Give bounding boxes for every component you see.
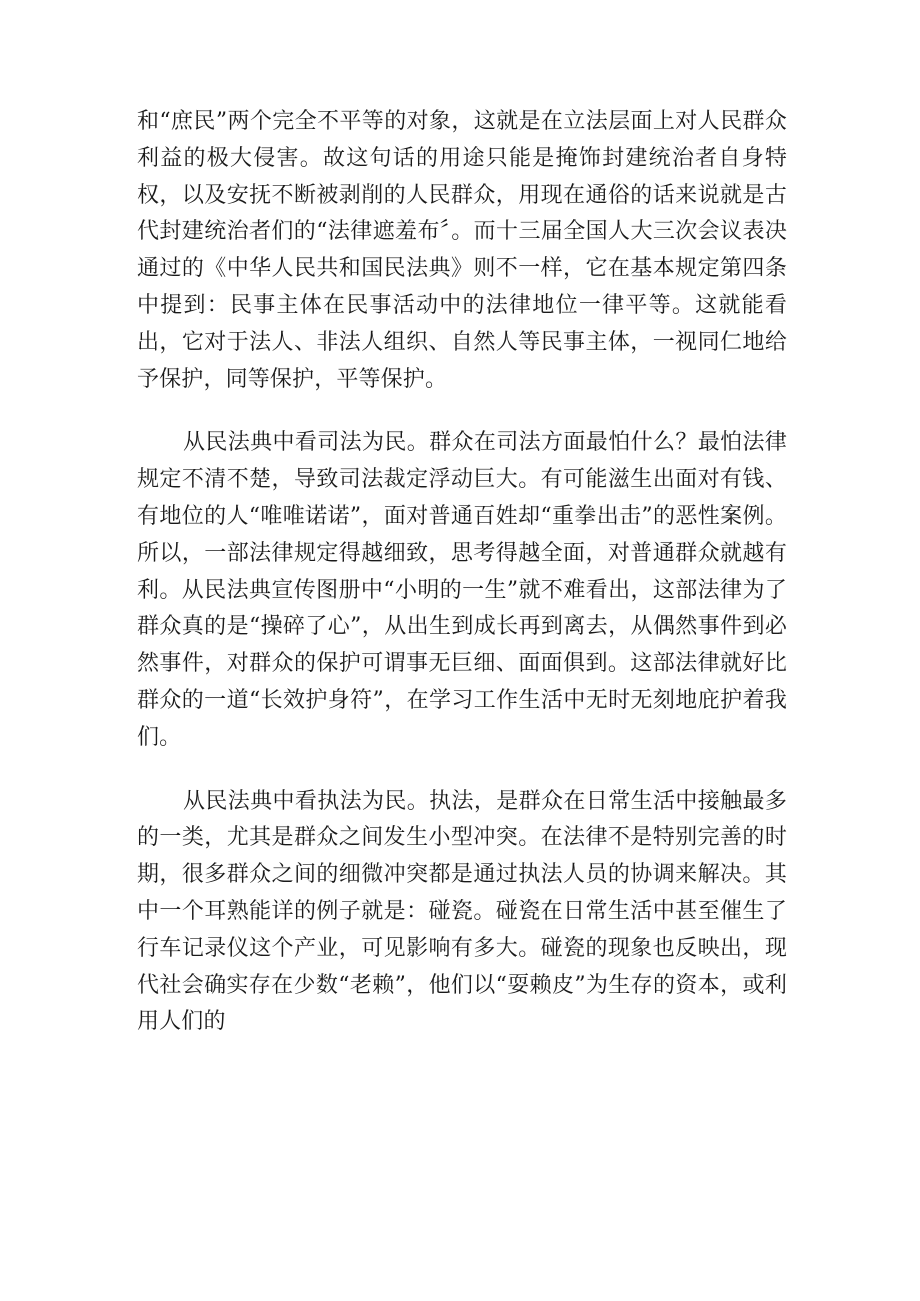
paragraph-equality: 和“庶民”两个完全不平等的对象，这就是在立法层面上对人民群众利益的极大侵害。故这句话的用途只能是掩饰封建统治者自身特权，以及安抚不断被剥削的人民群众，用现在通俗的话来说就是古代封建统治者们的“法律遮羞布〞。而十三届全国人大三次会议表决通过的《中华人民共和国民法典》则不一样，它在基本规定第四条中提到：民事主体在民事活动中的法律地位一律平等。这就能看出，它对于法人、非法人组织、自然人等民事主体，一视同仁地给予保护，同等保护，平等保护。 [137, 109, 787, 392]
paragraph-judicial: 从民法典中看司法为民。群众在司法方面最怕什么？最怕法律规定不清不楚，导致司法裁定浮动巨大。有可能滋生出面对有钱、有地位的人“唯唯诺诺”，面对普通百姓却“重拳出击”的恶性案例。所以，一部法律规定得越细致，思考得越全面，对普通群众就越有利。从民法典宣传图册中“小明的一生”就不难看出，这部法律为了群众真的是“操碎了心”，从出生到成长再到离去，从偶然事件到必然事件，对群众的保护可谓事无巨细、面面俱到。这部法律就好比群众的一道“长效护身符”，在学习工作生活中无时无刻地庇护着我们。 [137, 430, 787, 750]
document-body [137, 104, 787, 1041]
paragraph-law-enforcement: 从民法典中看执法为民。执法，是群众在日常生活中接触最多的一类，尤其是群众之间发生小型冲突。在法律不是特别完善的时期，很多群众之间的细微冲突都是通过执法人员的协调来解决。其中一个耳熟能详的例子就是：碰瓷。碰瓷在日常生活中甚至催生了行车记录仪这个产业，可见影响有多大。碰瓷的现象也反映出，现代社会确实存在少数“老赖”，他们以“耍赖皮”为生存的资本，或利用人们的 [137, 788, 787, 1035]
